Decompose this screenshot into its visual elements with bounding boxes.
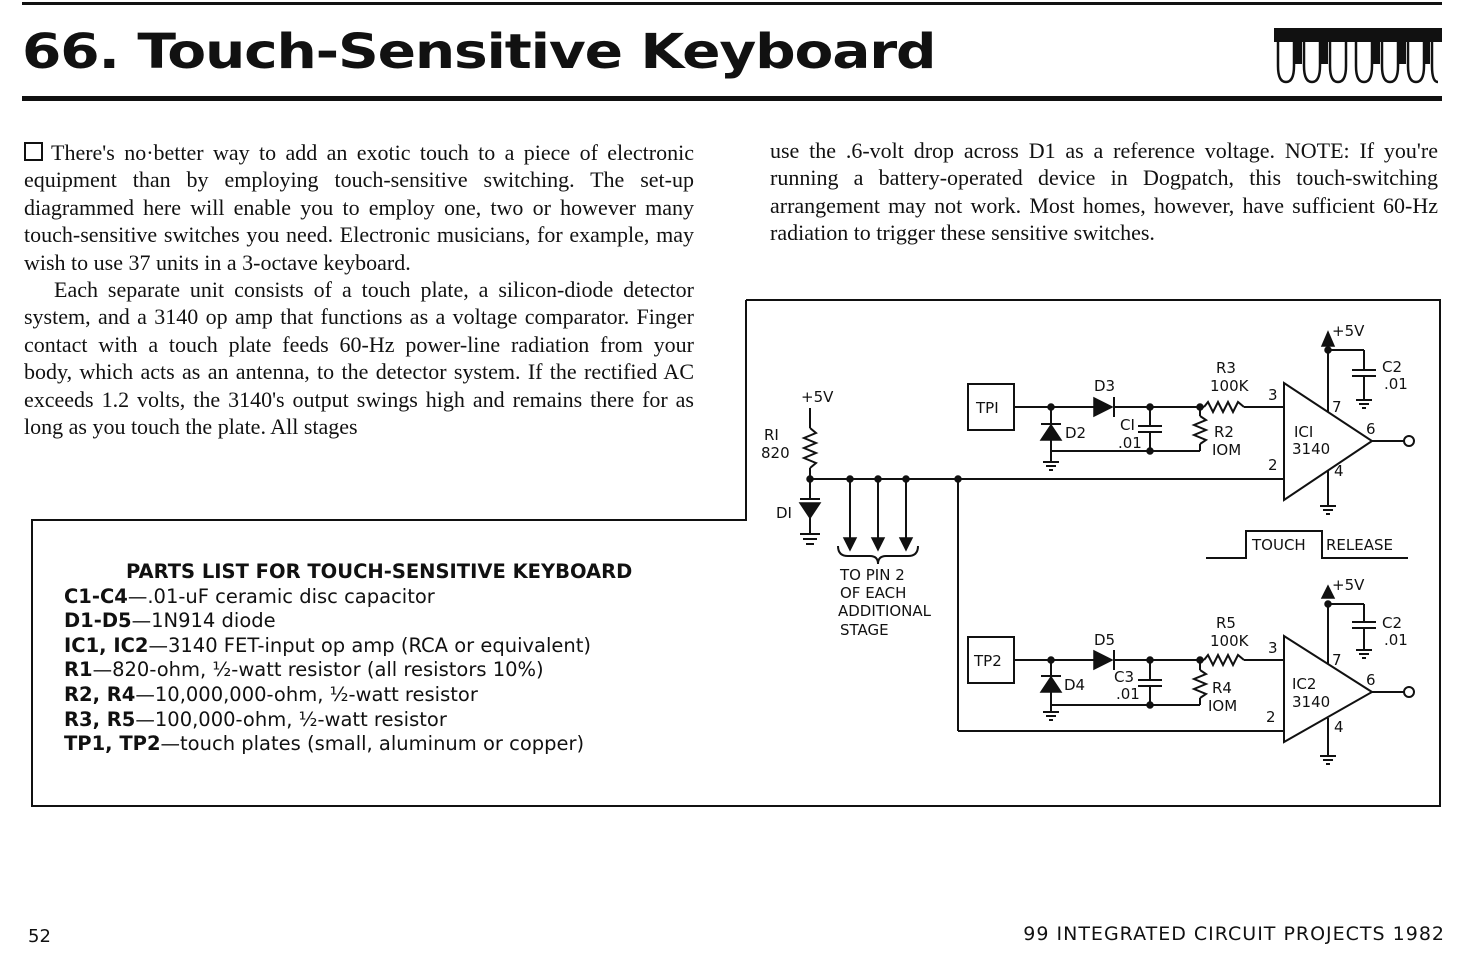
ic1-pin2-label: 2 bbox=[1268, 456, 1278, 474]
r1-value-label: 820 bbox=[761, 444, 790, 462]
c2-ref-label-1: C2 bbox=[1382, 358, 1403, 376]
supply-label-ic1: +5V bbox=[1332, 322, 1365, 340]
c2-value-label-2: .01 bbox=[1384, 631, 1408, 649]
article-title: 66. Touch-Sensitive Keyboard bbox=[22, 24, 936, 80]
ic1-pin3-label: 3 bbox=[1268, 386, 1278, 404]
r2-value-label: IOM bbox=[1212, 441, 1242, 459]
parts-item: IC1, IC2—3140 FET-input op amp (RCA or equivalent) bbox=[64, 633, 592, 657]
ic2-pin7-label: 7 bbox=[1332, 651, 1342, 669]
ic2-pin6-label: 6 bbox=[1366, 671, 1376, 689]
ic2-pin4-label: 4 bbox=[1334, 718, 1344, 736]
ic2-ref-label: IC2 bbox=[1292, 675, 1317, 693]
c1-value-label: .01 bbox=[1118, 434, 1142, 452]
parts-list bbox=[64, 560, 632, 757]
c3-ref-label: C3 bbox=[1114, 668, 1135, 686]
ic2-value-label: 3140 bbox=[1292, 693, 1331, 711]
parts-item: C1-C4—.01-uF ceramic disc capacitor bbox=[64, 584, 435, 608]
d3-label: D3 bbox=[1094, 377, 1116, 395]
parts-item: D1-D5—1N914 diode bbox=[64, 609, 276, 633]
parts-item: R2, R4—10,000,000-ohm, ½-watt resistor bbox=[64, 682, 478, 706]
paragraph-intro-text: There's no·better way to add an exotic touch to a piece of electronic equipment than by employing touch-sensitive switching. The set-up diagrammed here will enable you to employ one, two or however many touch-sensitive switches you need. Electronic musicians, for example, may wish to use 37 units in a 3-octave keyboard. bbox=[24, 140, 694, 275]
touch-label: TOUCH bbox=[1252, 536, 1306, 554]
ic1-ref-label: ICI bbox=[1294, 423, 1314, 441]
supply-label-ic2: +5V bbox=[1332, 576, 1365, 594]
r3-ref-label: R3 bbox=[1216, 359, 1236, 377]
r3-value-label: 100K bbox=[1210, 377, 1249, 395]
publication-title: 99 INTEGRATED CIRCUIT PROJECTS 1982 bbox=[1023, 923, 1445, 945]
parts-item: R1—820-ohm, ½-watt resistor (all resistors 10%) bbox=[64, 658, 544, 682]
tp1-label: TPI bbox=[976, 399, 999, 417]
r4-value-label: IOM bbox=[1208, 697, 1238, 715]
parts-list-heading: PARTS LIST FOR TOUCH-SENSITIVE KEYBOARD bbox=[126, 560, 633, 583]
d5-label: D5 bbox=[1094, 631, 1116, 649]
supply-label-left: +5V bbox=[801, 388, 834, 406]
r5-ref-label: R5 bbox=[1216, 614, 1236, 632]
c1-ref-label: CI bbox=[1120, 416, 1135, 434]
d4-label: D4 bbox=[1064, 676, 1086, 694]
ic1-pin4-label: 4 bbox=[1334, 462, 1344, 480]
release-label: RELEASE bbox=[1326, 536, 1393, 554]
c2-value-label-1: .01 bbox=[1384, 375, 1408, 393]
parts-item: R3, R5—100,000-ohm, ½-watt resistor bbox=[64, 707, 447, 731]
r2-ref-label: R2 bbox=[1214, 423, 1234, 441]
d2-label: D2 bbox=[1065, 424, 1087, 442]
ic1-pin7-label: 7 bbox=[1332, 398, 1342, 416]
r5-value-label: 100K bbox=[1210, 632, 1249, 650]
r1-ref-label: RI bbox=[764, 426, 779, 444]
paragraph-description: Each separate unit consists of a touch plate, a silicon-diode detector system, and a 3140 op amp that functions as a voltage comparator. Finger contact with a touch plate feeds 60-Hz power-line radiation from your body, which acts as an antenna, to the detector system. If the rectified AC exceeds 1.2 volts, the 3140's output swings high and remains there for as long as you touch the plate. All stages bbox=[24, 277, 694, 440]
d1-label: DI bbox=[776, 504, 792, 522]
tp2-label: TP2 bbox=[974, 652, 1002, 670]
ic1-value-label: 3140 bbox=[1292, 440, 1331, 458]
to-pin-line-3: ADDITIONAL bbox=[838, 602, 932, 620]
to-pin-line-4: STAGE bbox=[840, 621, 889, 639]
ic2-pin3-label: 3 bbox=[1268, 639, 1278, 657]
paragraph-note: use the .6-volt drop across D1 as a reference voltage. NOTE: If you're running a battery-operated device in Dogpatch, this touch-switching arrangement may not work. Most homes, however, have sufficient 60-Hz radiation to trigger these sensitive switches. bbox=[770, 138, 1438, 246]
c2-ref-label-2: C2 bbox=[1382, 614, 1403, 632]
c3-value-label: .01 bbox=[1116, 685, 1140, 703]
ic1-pin6-label: 6 bbox=[1366, 420, 1376, 438]
to-pin-line-1: TO PIN 2 bbox=[840, 566, 905, 584]
parts-item: TP1, TP2—touch plates (small, aluminum or copper) bbox=[64, 732, 585, 756]
r4-ref-label: R4 bbox=[1212, 679, 1232, 697]
to-pin-line-2: OF EACH bbox=[840, 584, 907, 602]
ic2-pin2-label: 2 bbox=[1266, 708, 1276, 726]
page-number: 52 bbox=[28, 926, 51, 947]
